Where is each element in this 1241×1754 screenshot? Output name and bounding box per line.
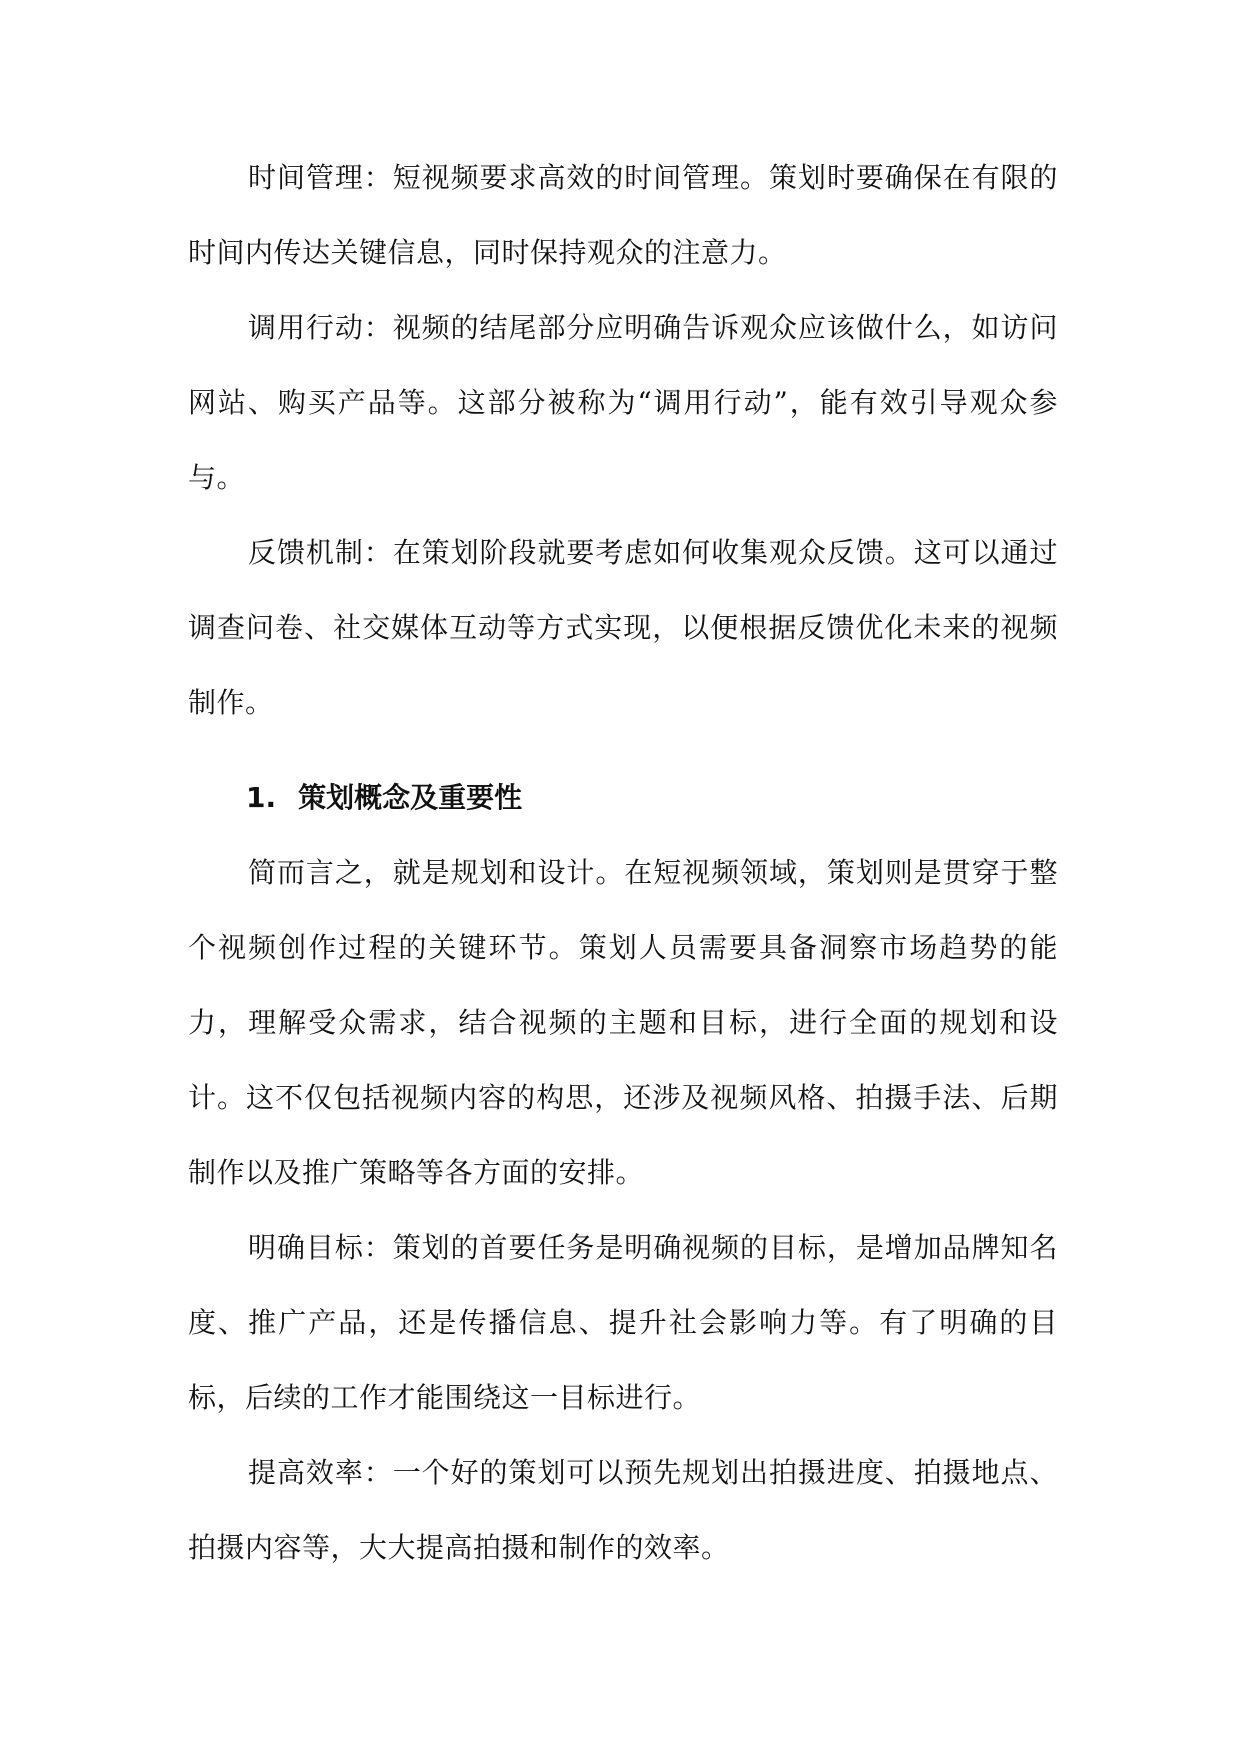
paragraph-clear-goals: 明确目标：策划的首要任务是明确视频的目标，是增加品牌知名度、推广产品，还是传播信息、提升社会影响力等。有了明确的目标，后续的工作才能围绕这一目标进行。	[188, 1231, 1058, 1414]
section-gap	[188, 740, 1058, 760]
paragraph-feedback-mechanism: 反馈机制：在策划阶段就要考虑如何收集观众反馈。这可以通过调查问卷、社交媒体互动等方式实现，以便根据反馈优化未来的视频制作。	[188, 536, 1058, 719]
paragraph-call-to-action: 调用行动：视频的结尾部分应明确告诉观众应该做什么，如访问网站、购买产品等。这部分被称为“调用行动”，能有效引导观众参与。	[188, 311, 1058, 494]
section-title: 策划概念及重要性	[298, 781, 523, 814]
document-body	[188, 140, 1058, 1585]
section-heading	[188, 760, 1058, 835]
paragraph-planning-concept: 简而言之，就是规划和设计。在短视频领域，策划则是贯穿于整个视频创作过程的关键环节。策划人员需要具备洞察市场趋势的能力，理解受众需求，结合视频的主题和目标，进行全面的规划和设计。这不仅包括视频内容的构思，还涉及视频风格、拍摄手法、后期制作以及推广策略等各方面的安排。	[188, 856, 1058, 1189]
paragraph-improve-efficiency: 提高效率：一个好的策划可以预先规划出拍摄进度、拍摄地点、拍摄内容等，大大提高拍摄和制作的效率。	[188, 1456, 1058, 1564]
paragraph-time-management: 时间管理：短视频要求高效的时间管理。策划时要确保在有限的时间内传达关键信息，同时保持观众的注意力。	[188, 161, 1058, 269]
section-number: 1.	[246, 781, 277, 814]
